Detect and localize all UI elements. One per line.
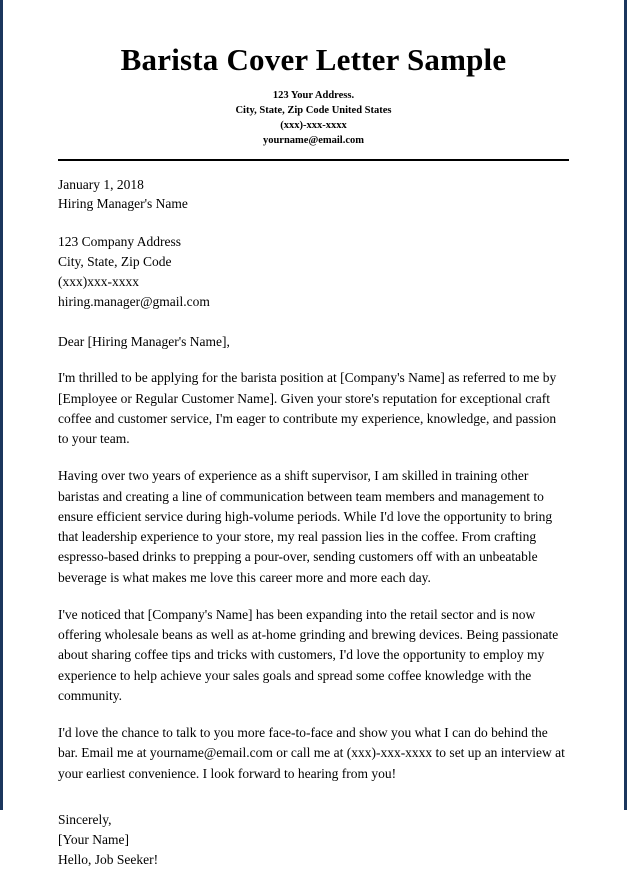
sender-email: yourname@email.com	[262, 135, 365, 147]
signature-name: [Your Name]	[58, 832, 129, 848]
salutation: Dear [Hiring Manager's Name],	[58, 334, 230, 350]
header-divider	[58, 159, 569, 161]
sign-off: Sincerely,	[58, 811, 112, 827]
recipient-email: hiring.manager@gmail.com	[58, 294, 210, 310]
closing-extra-line: Hello, Job Seeker!	[58, 852, 159, 868]
letter-date: January 1, 2018	[58, 176, 144, 192]
document-body	[3, 0, 624, 871]
closing-block	[58, 810, 569, 871]
sender-address-line: 123 Your Address.	[272, 89, 355, 101]
body-paragraph-3: I've noticed that [Company's Name] has been expanding into the retail sector and is now offering wholesale beans as well as at-home grinding and brewing devices. Being passionate about sharing coffee tips and tricks with customers, I'd love the opportunity to employ my experience to help achieve your sales goals and spread some coffee knowledge with the community.	[58, 606, 559, 703]
sender-phone: (xxx)-xxx-xxxx	[280, 120, 347, 132]
body-paragraph-2: Having over two years of experience as a shift supervisor, I am skilled in training other baristas and creating a line of communication between team members and management to ensure efficient service during high-volume periods. While I'd love the opportunity to bring that leadership experience to your store, my real passion lies in the coffee. From crafting espresso-based drinks to prepping a pour-over, sending customers off with an unbeatable beverage is what makes me love this career more and more each day.	[58, 468, 553, 585]
sender-city-line: City, State, Zip Code United States	[235, 104, 392, 116]
page-title: Barista Cover Letter Sample	[120, 42, 507, 77]
sender-contact-block	[58, 88, 569, 149]
body-paragraph-1: I'm thrilled to be applying for the barista position at [Company's Name] as referred to me by [Employee or Regular Customer Name]. Given your store's reputation for exceptional craft coffee and customer service, I'm eager to contribute my experience, knowledge, and passion to your team.	[58, 370, 557, 447]
body-paragraph-4: I'd love the chance to talk to you more face-to-face and show you what I can do behind the bar. Email me at yourname@email.com or call me at (xxx)-xxx-xxxx to set up an interview at your earliest convenience. I look forward to hearing from you!	[58, 725, 565, 781]
recipient-address-block	[58, 232, 569, 312]
recipient-name: Hiring Manager's Name	[58, 196, 188, 212]
recipient-company-address: 123 Company Address	[58, 234, 181, 250]
letter-meta-block	[58, 175, 569, 215]
recipient-phone: (xxx)xxx-xxxx	[58, 274, 139, 290]
recipient-city-line: City, State, Zip Code	[58, 254, 172, 270]
